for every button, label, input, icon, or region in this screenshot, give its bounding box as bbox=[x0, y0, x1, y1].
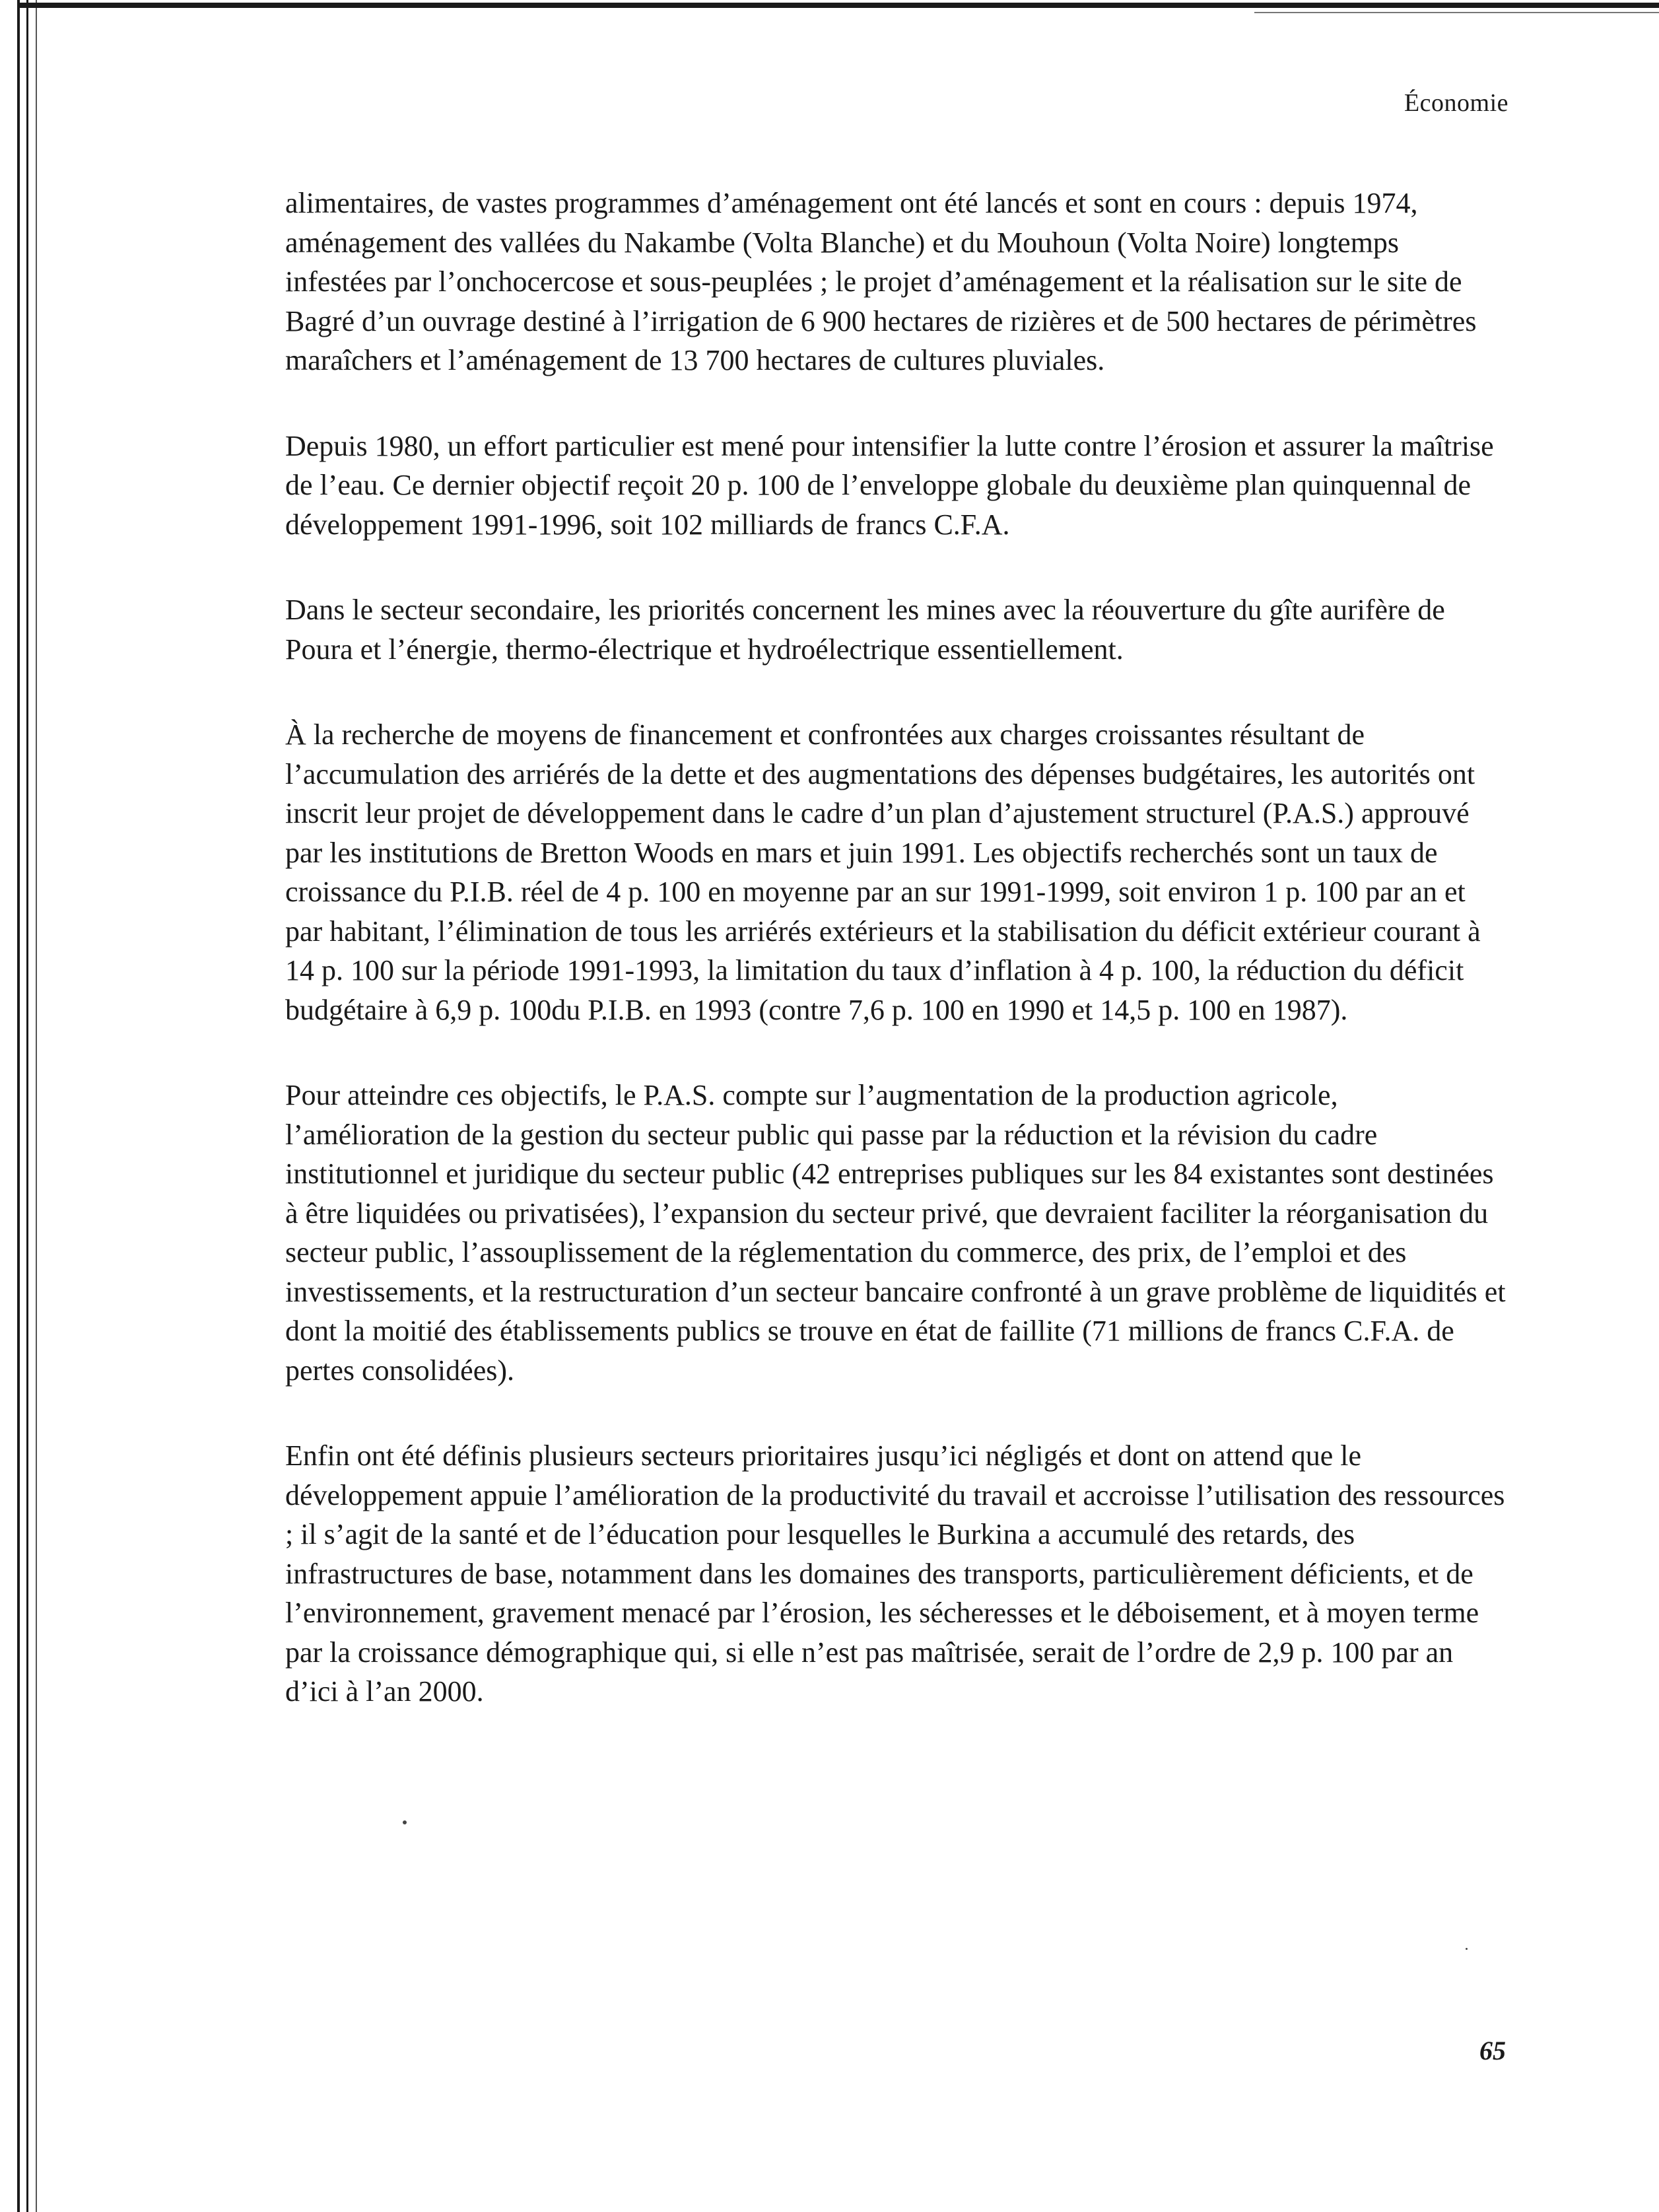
binding-line bbox=[17, 0, 20, 2212]
page-number: 65 bbox=[1479, 2036, 1506, 2065]
body-text bbox=[285, 184, 1507, 1758]
paragraph: alimentaires, de vastes programmes d’aménagement ont été lancés et sont en cours : depuis 1974, aménagement des vallées du Nakambe (Volta Blanche) et du Mouhoun (Volta Noire) longtemps infestées par l’onchocercose et sous-peuplées ; le projet d’aménagement et la réalisation sur le site de Bagré d’un ouvrage destiné à l’irrigation de 6 900 hectares de rizières et de 500 hectares de périmètres maraîchers et l’aménagement de 13 700 hectares de cultures pluviales. bbox=[285, 187, 1477, 376]
paragraph: Dans le secteur secondaire, les priorités concernent les mines avec la réouverture du gîte aurifère de Poura et l’énergie, thermo-électrique et hydroélectrique essentiellement. bbox=[285, 594, 1445, 666]
top-rule bbox=[20, 3, 1659, 8]
scan-speck bbox=[1466, 1948, 1468, 1950]
paragraph: Pour atteindre ces objectifs, le P.A.S. compte sur l’augmentation de la production agricole, l’amélioration de la gestion du secteur public qui passe par la réduction et la révision du cadre institutionnel et juridique du secteur public (42 entreprises publiques sur les 84 existantes sont destinées à être liquidées ou privatisées), l’expansion du secteur privé, que devraient faciliter la réorganisation du secteur public, l’assouplissement de la réglementation du commerce, des prix, de l’emploi et des investissements, et la restructuration d’un secteur bancaire confronté à un grave problème de liquidités et dont la moitié des établissements publics se trouve en état de faillite (71 millions de francs C.F.A. de pertes consolidées). bbox=[285, 1079, 1506, 1387]
paragraph: Enfin ont été définis plusieurs secteurs prioritaires jusqu’ici négligés et dont on attend que le développement appuie l’amélioration de la productivité du travail et accroisse l’utilisation des ressources ; il s’agit de la santé et de l’éducation pour lesquelles le Burkina a accumulé des retards, des infrastructures de base, notamment dans les domaines des transports, particulièrement déficients, et de l’environnement, gravement menacé par l’érosion, les sécheresses et le déboisement, et à moyen terme par la croissance démographique qui, si elle n’est pas maîtrisée, serait de l’ordre de 2,9 p. 100 par an d’ici à l’an 2000. bbox=[285, 1439, 1505, 1708]
scan-speck bbox=[403, 1820, 407, 1824]
paragraph: À la recherche de moyens de financement et confrontées aux charges croissantes résultant de l’accumulation des arriérés de la dette et des augmentations des dépenses budgétaires, les autorités ont inscrit leur projet de développement dans le cadre d’un plan d’ajustement structurel (P.A.S.) approuvé par les institutions de Bretton Woods en mars et juin 1991. Les objectifs recherchés sont un taux de croissance du P.I.B. réel de 4 p. 100 en moyenne par an sur 1991-1999, soit environ 1 p. 100 par an et par habitant, l’élimination de tous les arriérés extérieurs et la stabilisation du déficit extérieur courant à 14 p. 100 sur la période 1991-1993, la limitation du taux d’inflation à 4 p. 100, la réduction du déficit budgétaire à 6,9 p. 100du P.I.B. en 1993 (contre 7,6 p. 100 en 1990 et 14,5 p. 100 en 1987). bbox=[285, 718, 1481, 1026]
running-title: Économie bbox=[1404, 89, 1508, 117]
paragraph: Depuis 1980, un effort particulier est mené pour intensifier la lutte contre l’érosion et assurer la maîtrise de l’eau. Ce dernier objectif reçoit 20 p. 100 de l’enveloppe globale du deuxième plan quinquennal de développement 1991-1996, soit 102 milliards de francs C.F.A. bbox=[285, 429, 1494, 541]
binding-line bbox=[36, 0, 37, 2212]
binding-line bbox=[26, 0, 28, 2212]
top-rule bbox=[1254, 12, 1659, 13]
